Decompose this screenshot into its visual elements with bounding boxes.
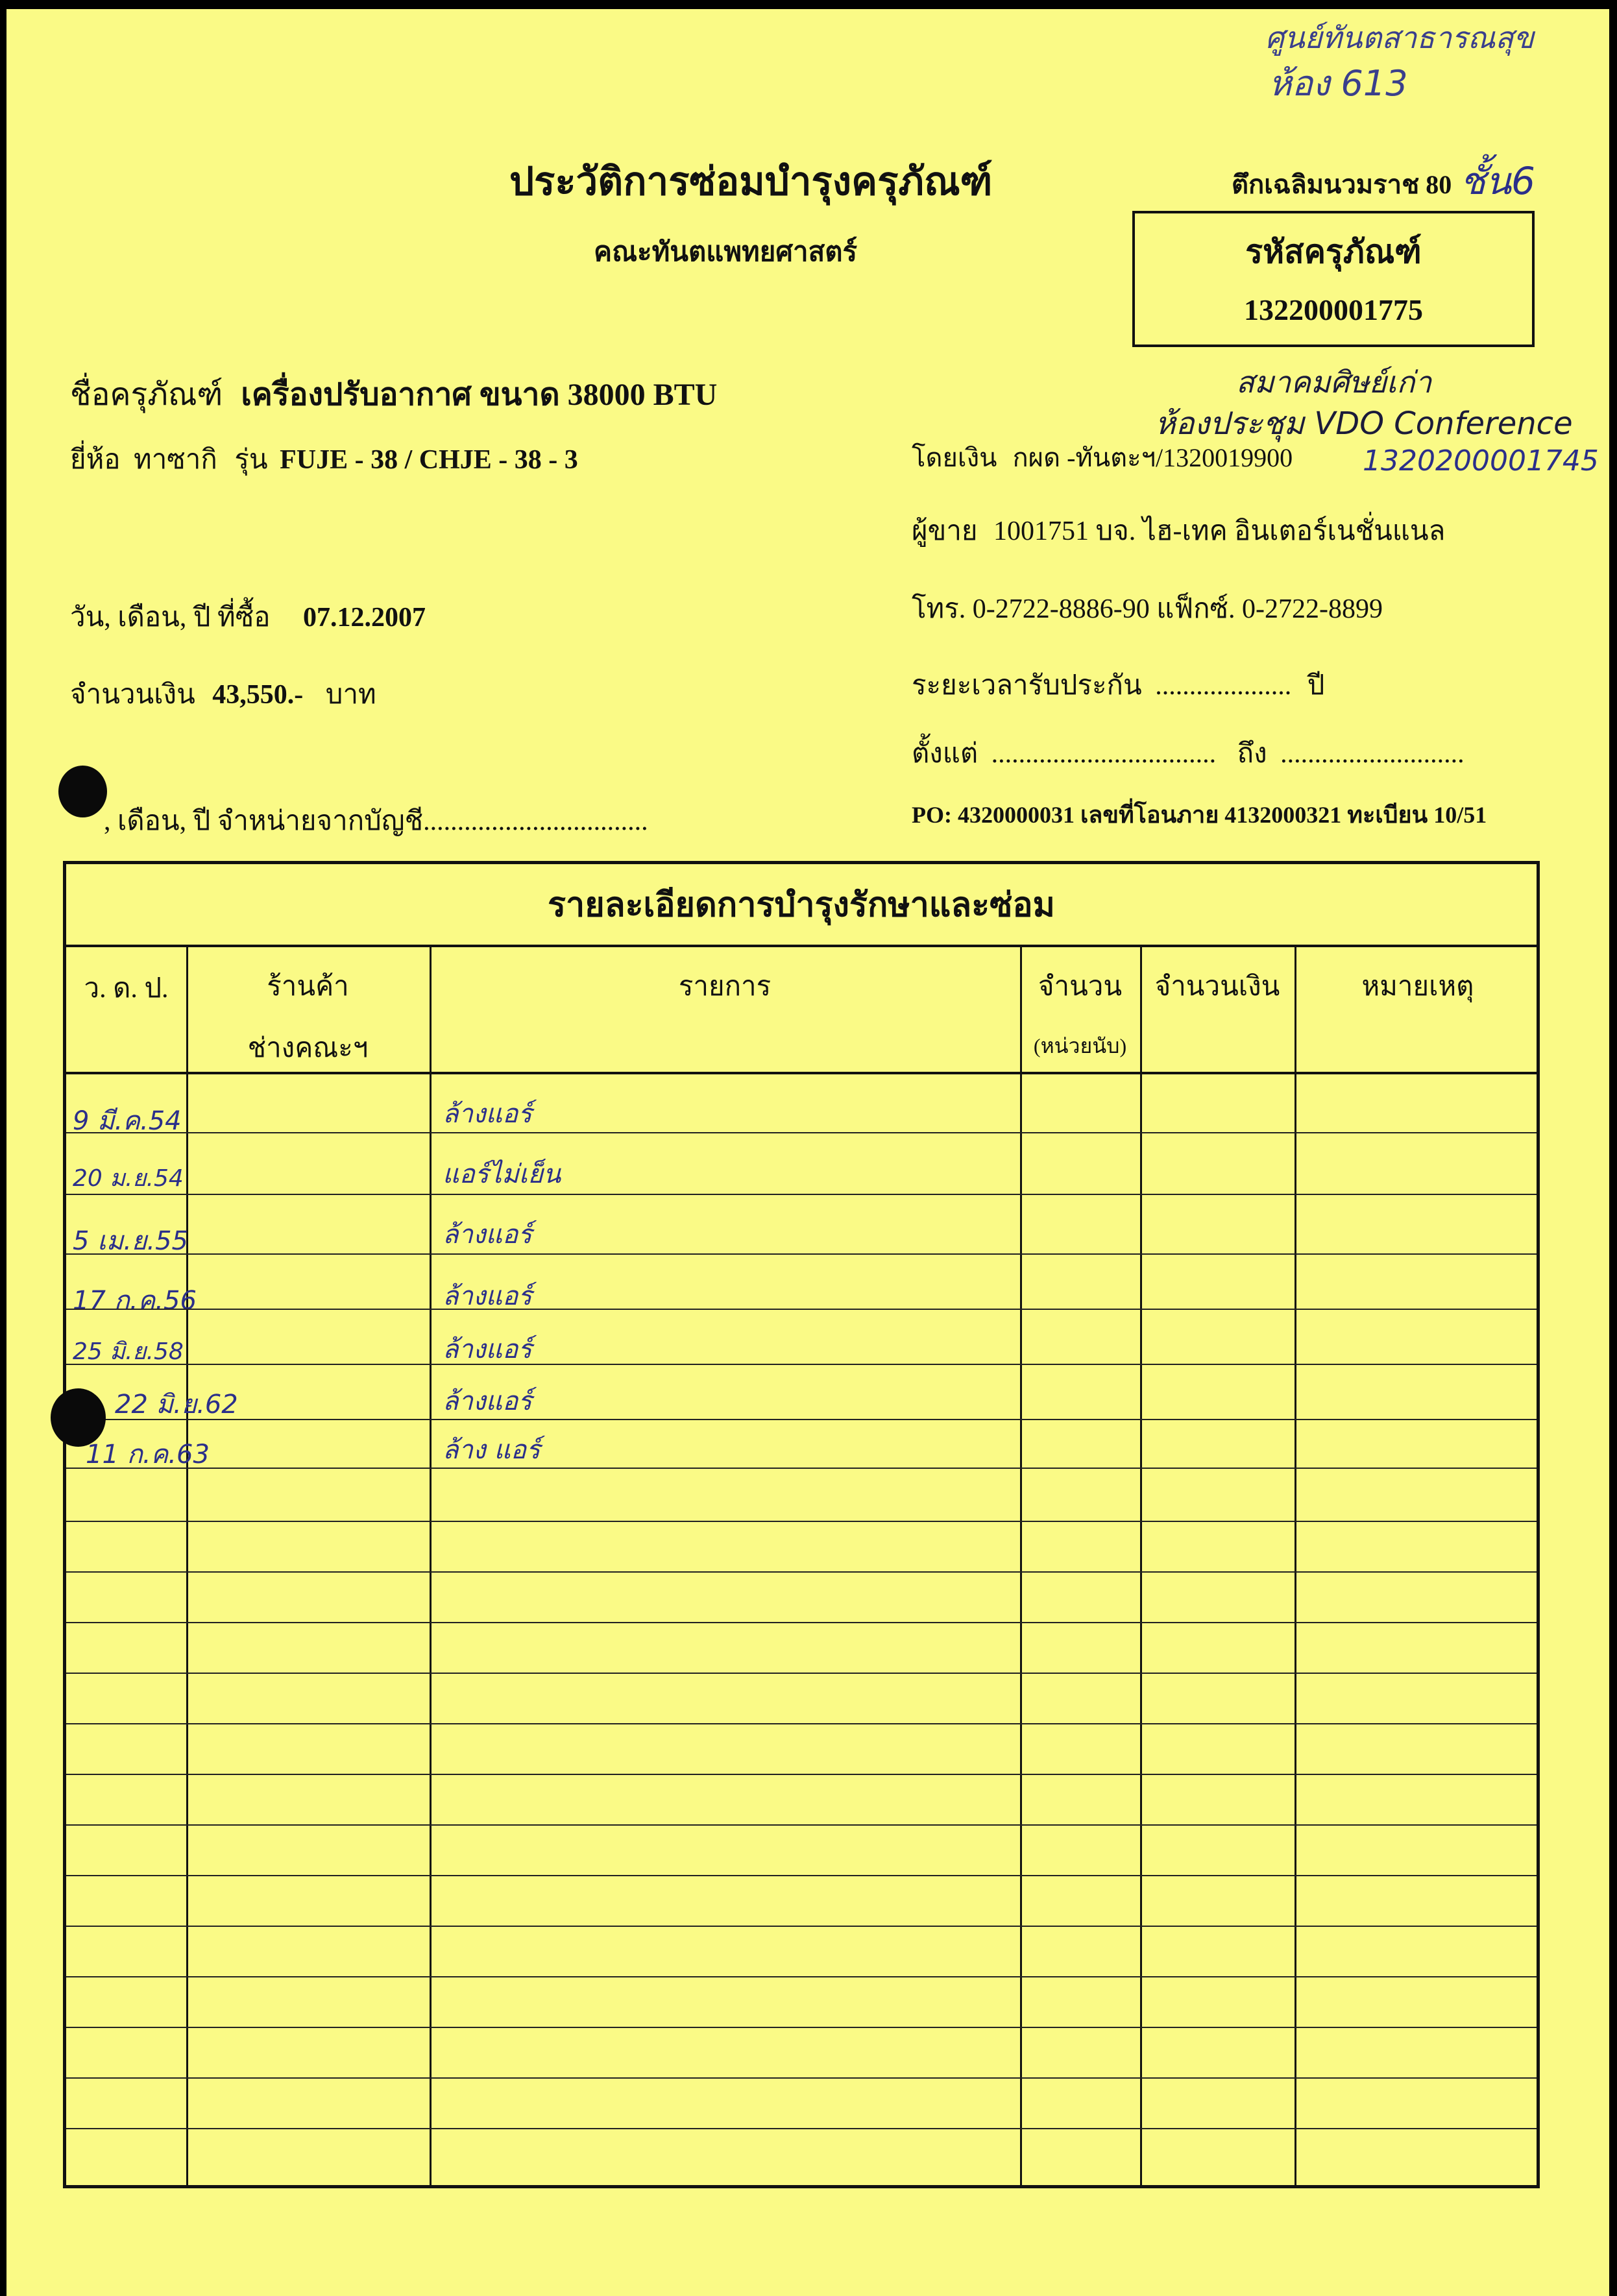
row-rule	[66, 1875, 1537, 1876]
row-date: 17 ก.ค.56	[73, 1286, 197, 1316]
model-label: รุ่น	[234, 445, 268, 475]
page-title: ประวัติการซ่อมบำรุงครุภัณฑ์	[509, 160, 993, 203]
asset-name-label: ชื่อครุภัณฑ์	[70, 378, 223, 412]
row-item: ล้างแอร์	[443, 1335, 532, 1364]
purchase-date-label: วัน, เดือน, ปี ที่ซื้อ	[70, 603, 271, 633]
asset-code-label: รหัสครุภัณฑ์	[1245, 234, 1422, 270]
row-item: ล้าง แอร์	[443, 1435, 541, 1465]
row-date: 25 มิ.ย.58	[73, 1338, 184, 1365]
warranty-unit: ปี	[1307, 671, 1325, 701]
row-rule	[66, 1926, 1537, 1927]
row-rule	[66, 1521, 1537, 1522]
fund-value: กผด -ทันตะฯ/1320019900	[1012, 443, 1293, 472]
row-rule	[66, 1571, 1537, 1573]
row-rule	[66, 1774, 1537, 1775]
seller-value: 1001751 บจ. ไฮ-เทค อินเตอร์เนชั่นแนล	[993, 516, 1446, 546]
row-rule	[66, 1824, 1537, 1826]
row-item: ล้างแอร์	[443, 1386, 532, 1416]
amount-unit: บาท	[325, 680, 376, 710]
amount-value: 43,550.-	[212, 680, 304, 710]
header-date: ว. ด. ป.	[84, 974, 169, 1004]
handwritten-asset-code: 1320200001745	[1363, 444, 1599, 477]
row-rule	[66, 1419, 1537, 1420]
scan-border-left	[0, 0, 6, 2296]
handwritten-meeting-room: ห้องประชุม VDO Conference	[1155, 405, 1573, 442]
handwritten-location: ศูนย์ทันตสาธารณสุข	[1265, 20, 1534, 55]
handwritten-association: สมาคมศิษย์เก่า	[1236, 365, 1432, 400]
fund-source	[912, 437, 1293, 478]
row-date: 20 ม.ย.54	[73, 1165, 184, 1192]
row-rule	[66, 1132, 1537, 1133]
warranty-label: ระยะเวลารับประกัน	[912, 671, 1142, 701]
row-rule	[66, 2128, 1537, 2129]
row-rule	[66, 1309, 1537, 1310]
asset-code-value: 132200001775	[1244, 293, 1423, 326]
row-item: ล้างแอร์	[443, 1281, 532, 1311]
header-technician: ช่างคณะฯ	[247, 1033, 369, 1063]
row-rule	[66, 1253, 1537, 1255]
header-shop: ร้านค้า	[267, 972, 349, 1002]
fund-label: โดยเงิน	[912, 443, 997, 472]
page-subtitle: คณะทันตแพทยศาสตร์	[594, 237, 858, 267]
row-item: ล้างแอร์	[443, 1220, 532, 1250]
header-bottom-rule	[66, 1072, 1537, 1074]
punch-hole-upper	[58, 766, 107, 817]
row-item: ล้างแอร์	[443, 1099, 532, 1129]
table-title: รายละเอียดการบำรุงรักษาและซ่อม	[66, 864, 1537, 947]
row-rule	[66, 1723, 1537, 1724]
row-rule	[66, 1976, 1537, 1977]
warranty-range	[912, 732, 1465, 775]
to-label: ถึง	[1237, 739, 1267, 769]
maintenance-table	[63, 861, 1540, 2188]
row-rule	[66, 1194, 1537, 1195]
seller	[912, 509, 1445, 552]
row-rule	[66, 2077, 1537, 2079]
purchase-date-value: 07.12.2007	[302, 603, 426, 633]
scan-border-right	[1609, 0, 1617, 2296]
to-dots: ...........................	[1280, 739, 1465, 769]
warranty-period	[912, 664, 1324, 707]
row-date: 9 มี.ค.54	[73, 1106, 182, 1136]
row-rule	[66, 1364, 1537, 1365]
model-value: FUJE - 38 / CHJE - 38 - 3	[280, 445, 578, 475]
asset-name	[70, 370, 717, 419]
row-date: 11 ก.ค.63	[86, 1440, 210, 1469]
seller-label: ผู้ขาย	[912, 516, 978, 546]
header-item: รายการ	[678, 972, 772, 1002]
brand-model	[70, 438, 578, 481]
handwritten-room: ห้อง 613	[1269, 63, 1408, 104]
warranty-dots: ....................	[1155, 671, 1292, 701]
row-rule	[66, 1622, 1537, 1623]
header-note: หมายเหตุ	[1361, 972, 1474, 1002]
from-label: ตั้งแต่	[912, 739, 979, 769]
brand-label: ยี่ห้อ	[70, 445, 121, 475]
po-reference: PO: 4320000031 เลขที่โอนภาย 4132000321 ทะเบียน 10/51	[912, 802, 1487, 828]
header-quantity: จำนวน	[1038, 972, 1123, 1002]
row-item: แอร์ไม่เย็น	[443, 1159, 561, 1189]
disposal-date: , เดือน, ปี จำหน่ายจากบัญชี.................................	[104, 806, 648, 836]
row-rule	[66, 1468, 1537, 1469]
seller-phone: โทร. 0-2722-8886-90 แฟ็กซ์. 0-2722-8899	[912, 594, 1383, 624]
handwritten-floor: ชั้น6	[1460, 159, 1535, 203]
purchase-amount	[70, 673, 376, 716]
amount-label: จำนวนเงิน	[70, 680, 195, 710]
purchase-date	[70, 596, 426, 638]
header-unit: (หน่วยนับ)	[1033, 1034, 1127, 1057]
row-date: 5 เม.ย.55	[73, 1226, 188, 1256]
brand-value: ทาซากิ	[134, 445, 217, 475]
asset-code-box	[1132, 211, 1535, 347]
row-rule	[66, 2027, 1537, 2028]
building-label: ตึกเฉลิมนวมราช 80	[1232, 170, 1452, 199]
row-date: 22 มิ.ย.62	[115, 1390, 238, 1420]
from-dots: .................................	[991, 739, 1217, 769]
row-rule	[66, 1673, 1537, 1674]
header-amount: จำนวนเงิน	[1154, 972, 1280, 1002]
asset-name-value: เครื่องปรับอากาศ ขนาด 38000 BTU	[241, 378, 718, 412]
scan-border-top	[0, 0, 1617, 9]
punch-hole-lower	[51, 1388, 106, 1447]
